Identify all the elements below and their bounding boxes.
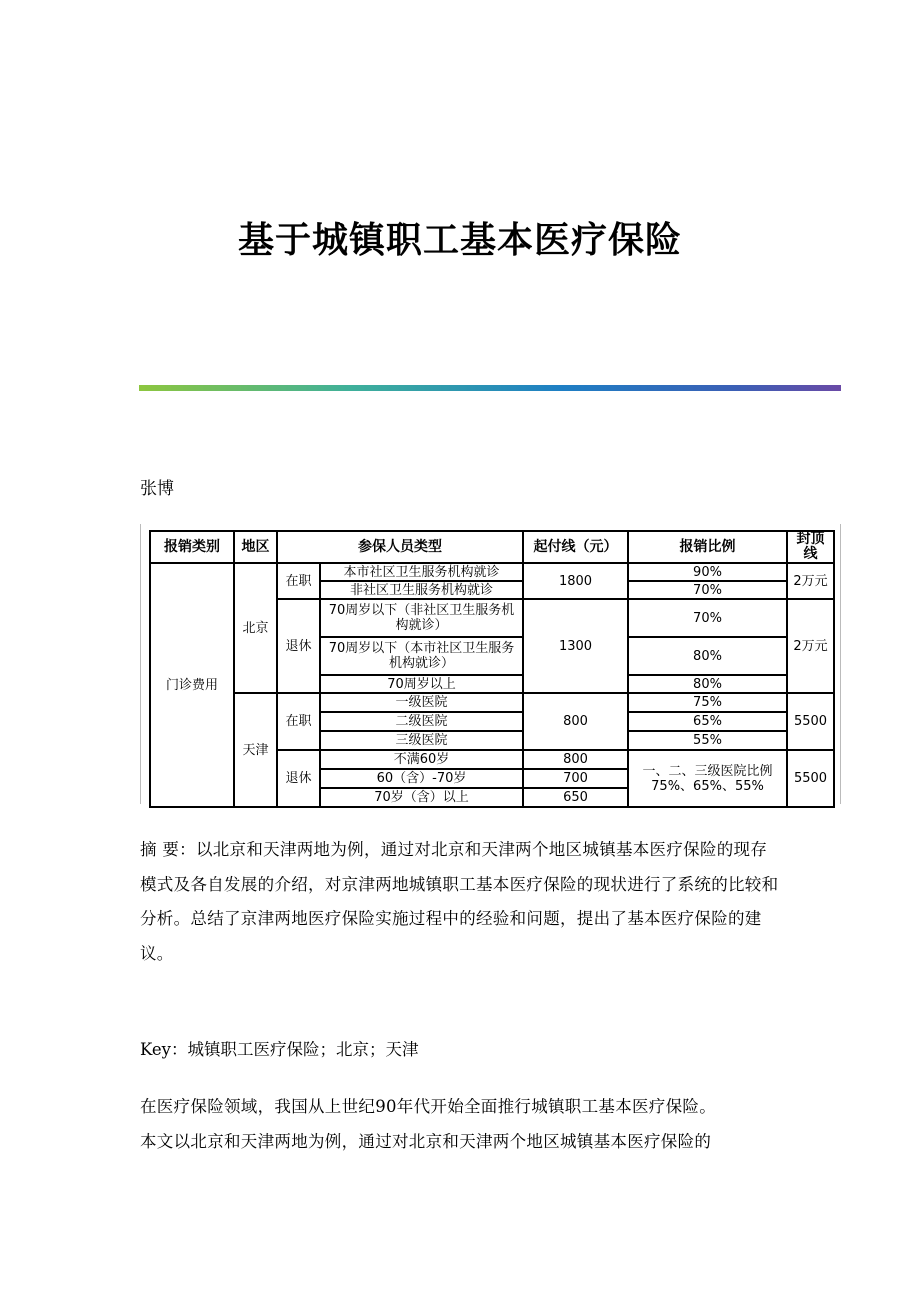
table-row xyxy=(150,563,834,581)
header-region: 地区 xyxy=(234,531,277,563)
threshold-cell: 800 xyxy=(523,750,628,769)
author-name: 张博 xyxy=(140,479,174,499)
threshold-cell: 650 xyxy=(523,788,628,807)
status-working: 在职 xyxy=(277,693,320,750)
body-paragraph: 本文以北京和天津两地为例，通过对北京和天津两个地区城镇基本医疗保险的 xyxy=(140,1131,712,1151)
document-title: 基于城镇职工基本医疗保险 xyxy=(237,219,682,261)
status-retired: 退休 xyxy=(277,599,320,693)
insured-type: 二级医院 xyxy=(320,712,523,731)
insured-type: 60（含）-70岁 xyxy=(320,769,523,788)
header-threshold: 起付线（元） xyxy=(523,531,628,563)
insured-type: 70周岁以下（本市社区卫生服务机构就诊） xyxy=(320,637,523,675)
ratio-cell: 55% xyxy=(628,731,787,750)
insured-type: 不满60岁 xyxy=(320,750,523,769)
ratio-cell: 65% xyxy=(628,712,787,731)
cap-cell: 2万元 xyxy=(787,599,834,693)
ratio-cell: 70% xyxy=(628,599,787,637)
body-text xyxy=(140,1090,780,1159)
table-header-row xyxy=(150,531,834,563)
insured-type: 70周岁以下（非社区卫生服务机构就诊） xyxy=(320,599,523,637)
threshold-cell: 1800 xyxy=(523,563,628,599)
gradient-divider xyxy=(139,385,841,391)
header-category: 报销类别 xyxy=(150,531,234,563)
ratio-cell: 一、二、三级医院比例75%、65%、55% xyxy=(628,750,787,807)
cap-cell: 2万元 xyxy=(787,563,834,599)
insured-type: 一级医院 xyxy=(320,693,523,712)
insured-type: 三级医院 xyxy=(320,731,523,750)
cap-cell: 5500 xyxy=(787,693,834,750)
insured-type: 本市社区卫生服务机构就诊 xyxy=(320,563,523,581)
ratio-cell: 90% xyxy=(628,563,787,581)
threshold-cell: 700 xyxy=(523,769,628,788)
region-beijing: 北京 xyxy=(234,563,277,693)
table-row xyxy=(150,693,834,712)
header-cap: 封顶线 xyxy=(787,531,834,563)
insured-type: 70周岁以上 xyxy=(320,675,523,693)
threshold-cell: 800 xyxy=(523,693,628,750)
threshold-cell: 1300 xyxy=(523,599,628,693)
region-tianjin: 天津 xyxy=(234,693,277,807)
status-working: 在职 xyxy=(277,563,320,599)
insured-type: 70岁（含）以上 xyxy=(320,788,523,807)
header-ratio: 报销比例 xyxy=(628,531,787,563)
ratio-cell: 70% xyxy=(628,581,787,599)
reimbursement-table xyxy=(149,530,835,808)
body-paragraph: 在医疗保险领域，我国从上世纪90年代开始全面推行城镇职工基本医疗保险。 xyxy=(140,1097,716,1116)
ratio-cell: 80% xyxy=(628,637,787,675)
keywords-line: Key：城镇职工医疗保险；北京；天津 xyxy=(140,1040,419,1059)
header-insured-type: 参保人员类型 xyxy=(277,531,523,563)
ratio-cell: 80% xyxy=(628,675,787,693)
abstract-paragraph: 摘 要：以北京和天津两地为例，通过对北京和天津两个地区城镇基本医疗保险的现存模式及各自发展的介绍，对京津两地城镇职工基本医疗保险的现状进行了系统的比较和分析。总结了京津两地医疗保险实施过程中的经验和问题，提出了基本医疗保险的建议。 xyxy=(140,840,779,963)
ratio-cell: 75% xyxy=(628,693,787,712)
status-retired: 退休 xyxy=(277,750,320,807)
cap-cell: 5500 xyxy=(787,750,834,807)
table-image-frame xyxy=(140,524,841,804)
category-cell: 门诊费用 xyxy=(150,563,234,807)
insured-type: 非社区卫生服务机构就诊 xyxy=(320,581,523,599)
